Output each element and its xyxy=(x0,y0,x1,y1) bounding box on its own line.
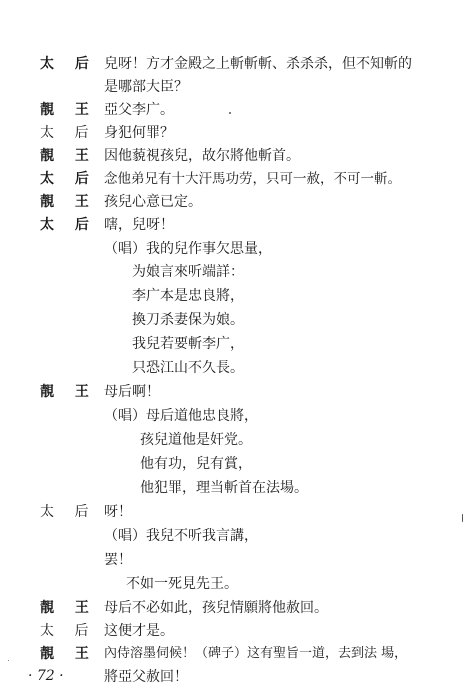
speaker-label: 太 后 xyxy=(40,171,97,187)
dialogue-line: 这便才是。 xyxy=(104,623,174,639)
dialogue-line: 亞父李广。 xyxy=(104,102,174,118)
speaker-label: 太 后 xyxy=(40,56,97,72)
sung-line: 他有功，兒有賞， xyxy=(140,456,252,472)
dialogue-line: 嗐，兒呀！ xyxy=(104,217,174,233)
dialogue-line: 將亞父赦回！ xyxy=(104,669,188,685)
dialogue-line: 呀！ xyxy=(104,504,132,520)
speaker-label: 靚 王 xyxy=(40,600,97,616)
speaker-label: 靚 王 xyxy=(40,384,97,400)
sung-line: 我兒若要斬李广， xyxy=(132,336,244,352)
dialogue-line: 皃呀！方才金殿之上斬斬斬、杀杀杀，但不知斬的 xyxy=(104,56,412,72)
sung-line: 罢！ xyxy=(104,552,132,568)
dialogue-line: 母后啊！ xyxy=(104,384,160,400)
sung-line: 換刀杀妻保为娘。 xyxy=(132,312,244,328)
dialogue-line: 身犯何罪？ xyxy=(104,125,174,141)
speaker-label: 太 后 xyxy=(40,217,97,233)
dialogue-line: 念他弟兄有十大汗馬功劳，只可一赦，不可一斬。 xyxy=(104,171,401,187)
speaker-label: 靚 王 xyxy=(40,102,97,118)
speaker-label: 靚 王 xyxy=(40,148,97,164)
speaker-label: 太 后 xyxy=(40,125,97,141)
sung-line: （唱）母后道他忠良將， xyxy=(104,408,258,424)
dialogue-line: 是哪部大臣？ xyxy=(104,79,188,95)
sung-line: 李广本是忠良將， xyxy=(132,288,244,304)
sung-line: （唱）我兒不听我言講， xyxy=(104,528,258,544)
sung-line: 只恐江山不久長。 xyxy=(132,360,244,376)
speaker-label: 靚 王 xyxy=(40,646,97,662)
sung-line: 为娘言來听端詳： xyxy=(132,264,244,280)
sung-line: 孩兒道他是奸党。 xyxy=(140,432,252,448)
print-speck xyxy=(8,660,9,661)
dialogue-line: 內侍溶墨伺候！（碑子）这有聖旨一道，去到法 場， xyxy=(104,646,408,661)
speaker-label: 太 后 xyxy=(40,623,97,639)
sung-line: 不如一死見先王。 xyxy=(126,576,238,592)
page-number: · 72 · xyxy=(28,668,64,684)
dialogue-line: 因他藐視孩兒，故尔將他斬首。 xyxy=(104,148,300,164)
dialogue-line: 孩兒心意已定。 xyxy=(104,194,202,210)
speaker-label: 太 后 xyxy=(40,504,97,520)
print-speck xyxy=(229,112,231,114)
dialogue-line: 母后不必如此，孩兒情願將他赦回。 xyxy=(104,600,328,616)
sung-line: （唱）我的兒作事欠思量， xyxy=(104,241,272,257)
speaker-label: 靚 王 xyxy=(40,194,97,210)
print-speck xyxy=(462,514,463,522)
sung-line: 他犯罪，理当斬首在法場。 xyxy=(140,480,308,496)
